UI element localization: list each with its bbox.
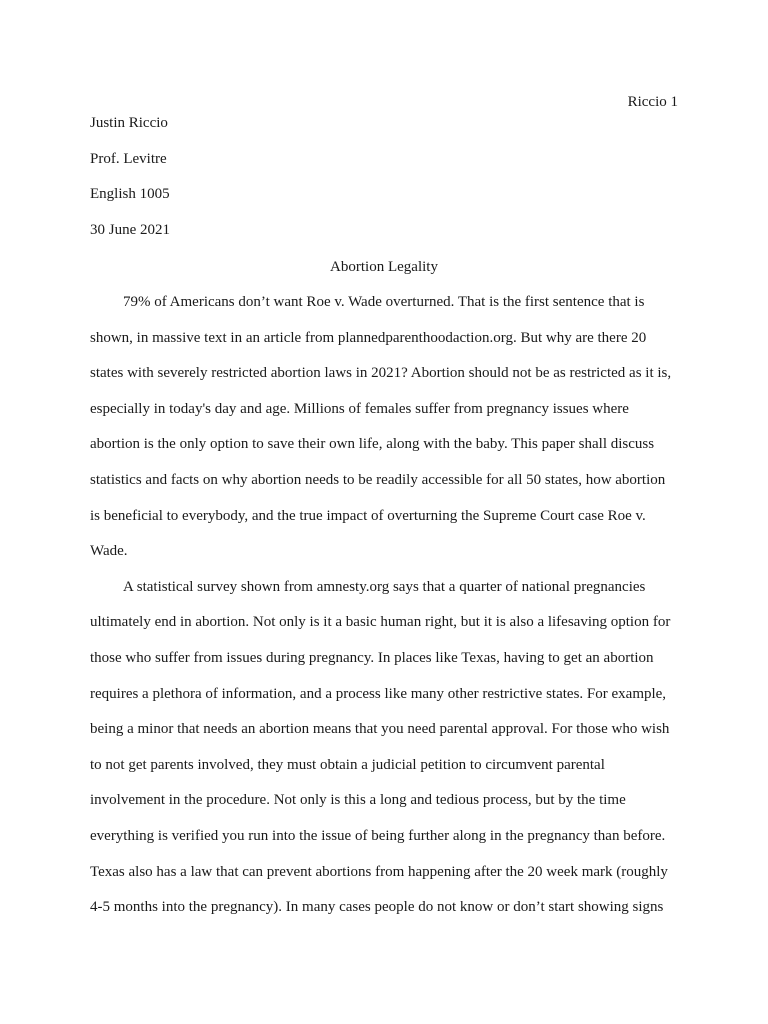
mla-heading bbox=[90, 113, 678, 255]
text-line: statistics and facts on why abortion needs to be readily accessible for all 50 states, how abortion bbox=[90, 471, 666, 488]
text-line: shown, in massive text in an article from plannedparenthoodaction.org. But why are there 20 bbox=[90, 329, 647, 346]
essay-body bbox=[90, 292, 680, 933]
text-line: especially in today's day and age. Millions of females suffer from pregnancy issues where bbox=[90, 400, 629, 417]
submission-date: 30 June 2021 bbox=[90, 221, 170, 238]
text-line: Wade. bbox=[90, 543, 128, 560]
text-line: abortion is the only option to save their own life, along with the baby. This paper shall discuss bbox=[90, 436, 655, 453]
running-head: Riccio 1 bbox=[627, 94, 678, 110]
text-line: states with severely restricted abortion laws in 2021? Abortion should not be as restricted as it is, bbox=[90, 365, 672, 382]
text-line: 79% of Americans don’t want Roe v. Wade overturned. That is the first sentence that is bbox=[123, 294, 645, 310]
text-line: involvement in the procedure. Not only is this a long and tedious process, but by the time bbox=[90, 792, 626, 809]
text-line: is beneficial to everybody, and the true impact of overturning the Supreme Court case Roe v. bbox=[90, 507, 646, 524]
text-line: 4-5 months into the pregnancy). In many cases people do not know or don’t start showing signs bbox=[90, 899, 664, 916]
text-line: Texas also has a law that can prevent abortions from happening after the 20 week mark (roughly bbox=[90, 863, 668, 880]
text-line: those who suffer from issues during pregnancy. In places like Texas, having to get an abortion bbox=[90, 649, 654, 666]
text-line: everything is verified you run into the issue of being further along in the pregnancy than before. bbox=[90, 827, 666, 844]
text-line: requires a plethora of information, and a process like many other restrictive states. For example, bbox=[90, 685, 667, 702]
paragraph-1 bbox=[90, 292, 680, 577]
text-line: being a minor that needs an abortion means that you need parental approval. For those who wish bbox=[90, 721, 670, 738]
course-name: English 1005 bbox=[90, 186, 170, 203]
text-line: ultimately end in abortion. Not only is it a basic human right, but it is also a lifesaving option for bbox=[90, 614, 671, 631]
paragraph-2 bbox=[90, 577, 680, 933]
instructor-name: Prof. Levitre bbox=[90, 150, 167, 167]
essay-title: Abortion Legality bbox=[330, 259, 438, 275]
author-name: Justin Riccio bbox=[90, 115, 168, 131]
text-line: to not get parents involved, they must obtain a judicial petition to circumvent parental bbox=[90, 756, 605, 773]
text-line: A statistical survey shown from amnesty.org says that a quarter of national pregnancies bbox=[123, 578, 646, 595]
